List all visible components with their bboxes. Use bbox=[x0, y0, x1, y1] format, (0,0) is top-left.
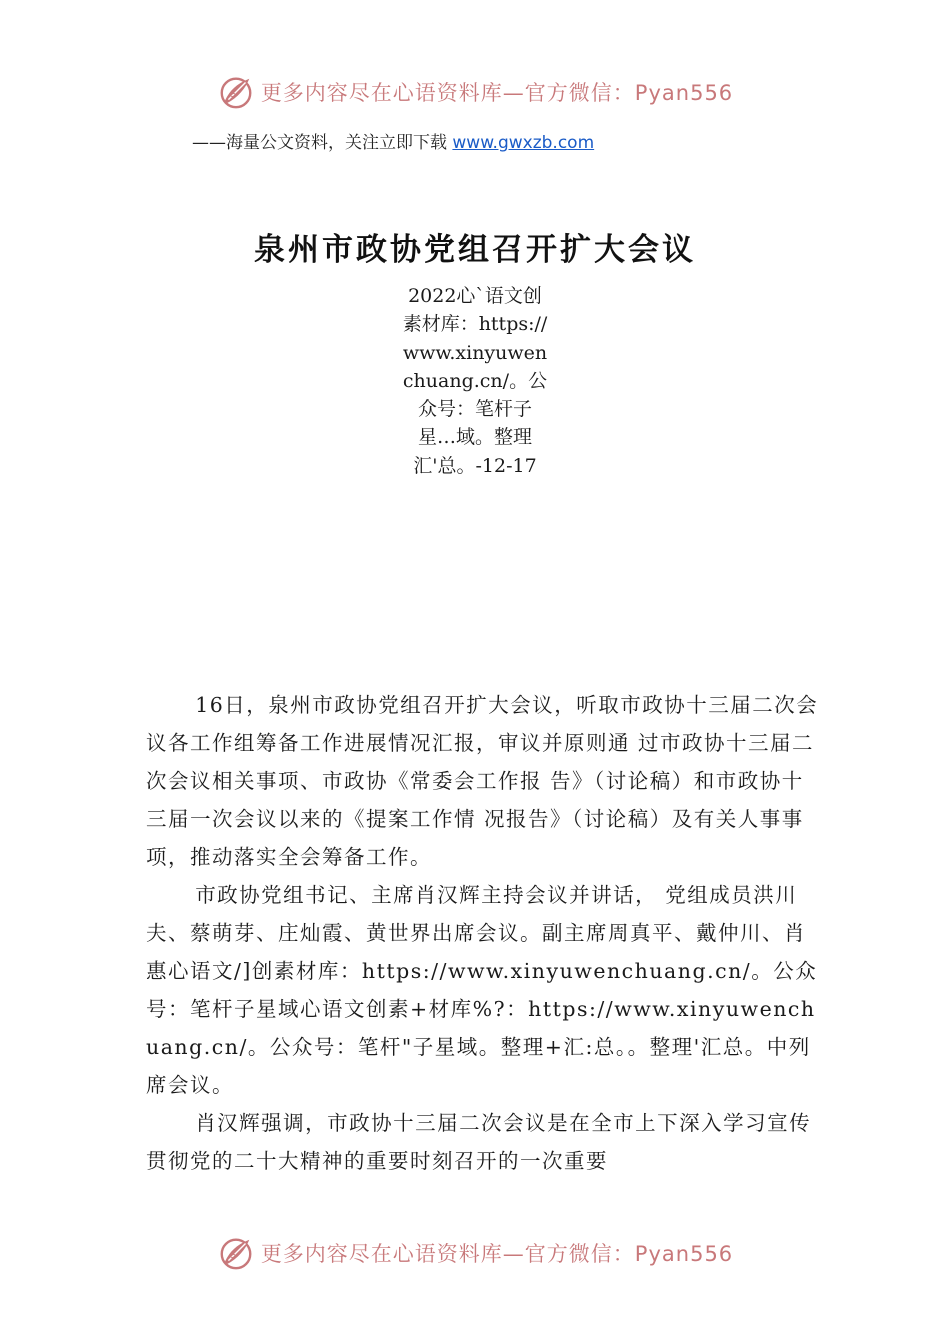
header-banner bbox=[0, 72, 950, 112]
leaf-logo-icon bbox=[217, 1234, 255, 1272]
download-link[interactable]: www.gwxzb.com bbox=[452, 133, 595, 153]
download-notice bbox=[192, 128, 594, 153]
svg-text:S: S bbox=[230, 1249, 237, 1261]
svg-text:S: S bbox=[230, 88, 237, 100]
page-title: 泉州市政协党组召开扩大会议 bbox=[254, 232, 696, 268]
paragraph: 肖汉辉强调，市政协十三届二次会议是在全市上下深入学习宣传贯彻党的二十大精神的重要时刻召开的一次重要 bbox=[146, 1111, 812, 1173]
source-meta: 2022心`语文创素材库：https://www.xinyuwenchuang.cn/。公众号：笔杆子星…域。整理汇'总。-12-17 bbox=[402, 285, 548, 477]
download-notice-text: ——海量公文资料，关注立即下载 bbox=[192, 133, 453, 153]
leaf-logo-icon bbox=[217, 73, 255, 111]
article-body bbox=[146, 686, 822, 1180]
banner-text: 更多内容尽在心语资料库—官方微信：Pyan556 bbox=[260, 1242, 734, 1266]
footer-banner bbox=[0, 1233, 950, 1273]
paragraph: 市政协党组书记、主席肖汉辉主持会议并讲话， 党组成员洪川夫、蔡萌芽、庄灿霞、黄世界出席会议。副主席周真平、戴仲川、肖惠心语文/]创素材库：https://www.xinyuwenchuang.cn/。公众号：笔杆子星域心语文创素+材库%?：https://www.xinyuwenchuang.cn/。公众号：笔杆"子星域。整理+汇:总。。整理'汇总。中列席会议。 bbox=[146, 883, 818, 1097]
banner-text: 更多内容尽在心语资料库—官方微信：Pyan556 bbox=[260, 81, 734, 105]
paragraph: 16日，泉州市政协党组召开扩大会议，听取市政协十三届二次会议各工作组筹备工作进展情况汇报，审议并原则通 过市政协十三届二次会议相关事项、市政协《常委会工作报 告》（讨论稿）和市政协十三届一次会议以来的《提案工作情 况报告》（讨论稿）及有关人事事项，推动落实全会筹备工作。 bbox=[146, 693, 819, 869]
